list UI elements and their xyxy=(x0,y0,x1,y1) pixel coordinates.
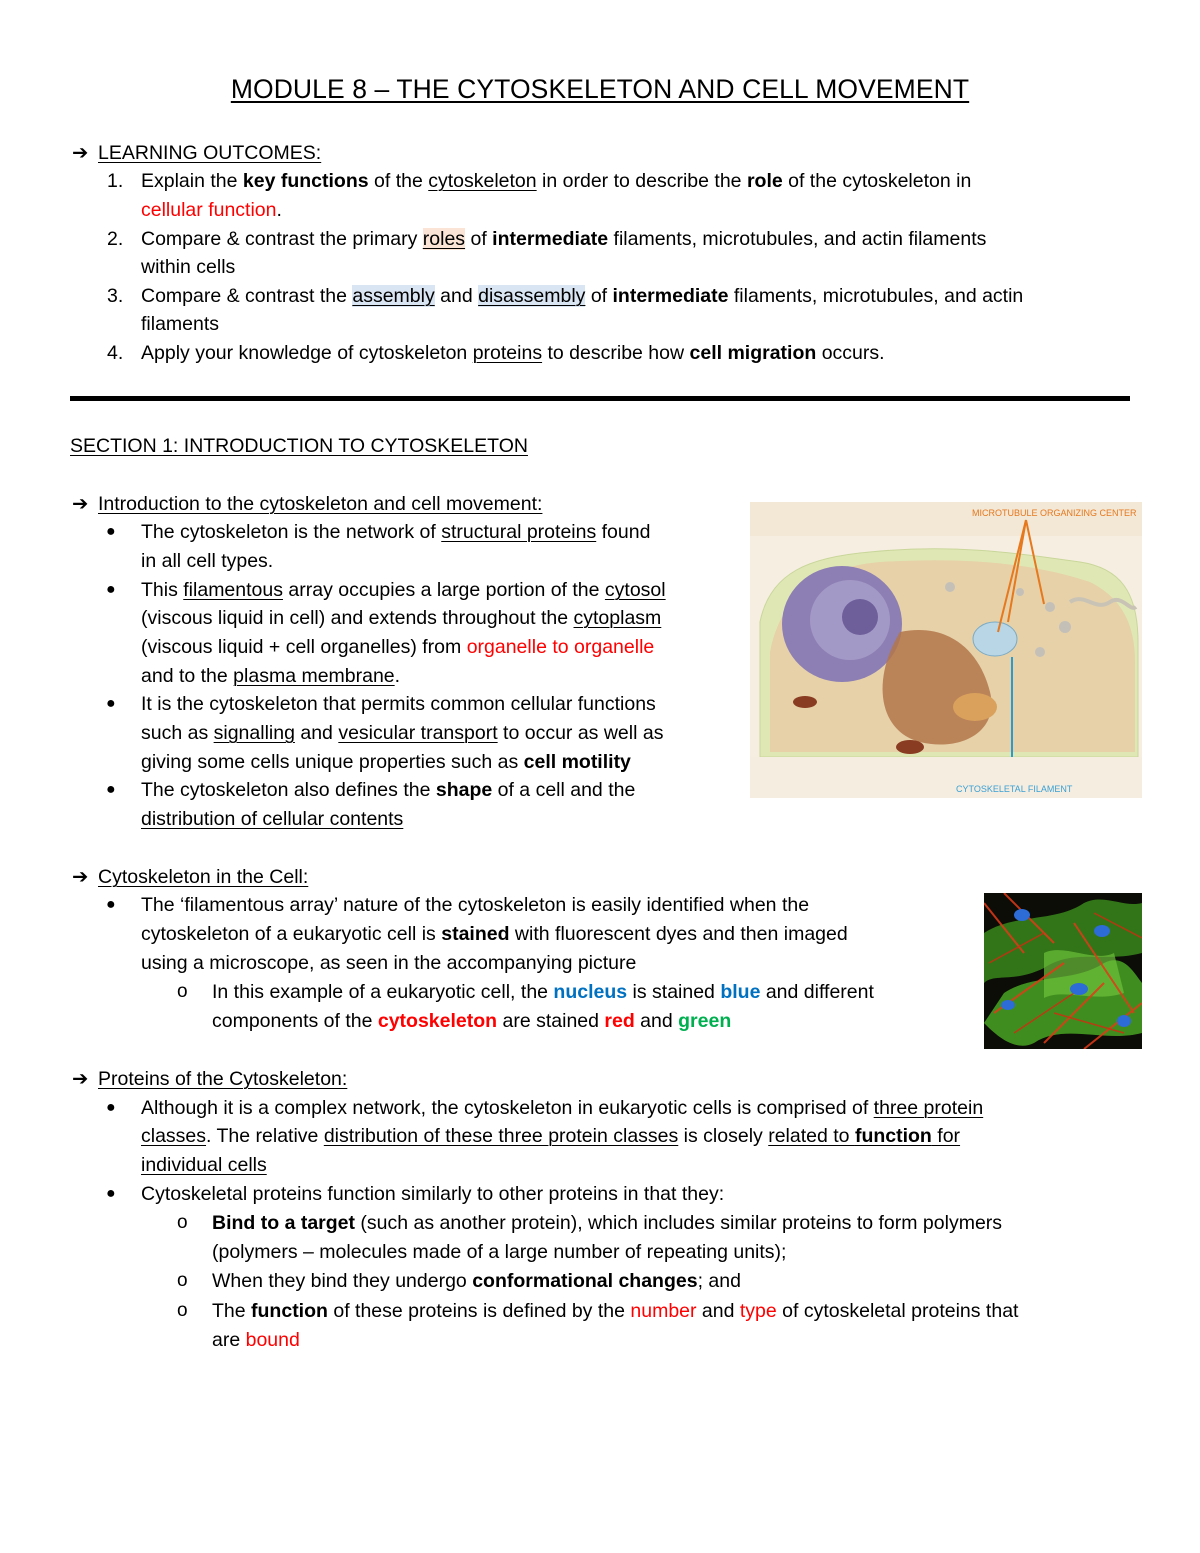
outcome-3-line-2: filaments xyxy=(141,313,220,335)
arrow-right-icon: ➔ xyxy=(72,1068,89,1090)
bullet-icon: ● xyxy=(106,781,116,798)
proteins-sub-2-line-1: When they bind they undergo conformational changes; and xyxy=(212,1270,741,1292)
cell-bullet-1-line-3: using a microscope, as seen in the accompanying picture xyxy=(141,952,637,974)
arrow-right-icon: ➔ xyxy=(72,866,89,888)
outcome-1-line-1: Explain the key functions of the cytoskeleton in order to describe the role of the cytoskeleton in xyxy=(141,170,972,192)
bullet-icon: ● xyxy=(106,581,116,598)
proteins-bullet-2-line-1: Cytoskeletal proteins function similarly to other proteins in that they: xyxy=(141,1183,725,1205)
arrow-right-icon: ➔ xyxy=(72,142,89,164)
bullet-icon: ● xyxy=(106,523,116,540)
cell-sub-line-1: In this example of a eukaryotic cell, the nucleus is stained blue and different xyxy=(212,981,874,1003)
cell-diagram-image xyxy=(750,502,1142,798)
cell-bullet-1-line-1: The ‘filamentous array’ nature of the cytoskeleton is easily identified when the xyxy=(141,894,810,916)
bullet-icon: ● xyxy=(106,1185,116,1202)
list-number: 2. xyxy=(107,228,124,250)
proteins-heading: ➔ Proteins of the Cytoskeleton: xyxy=(72,1068,348,1090)
cell-bullet-1-line-2: cytoskeleton of a eukaryotic cell is stained with fluorescent dyes and then imaged xyxy=(141,923,848,945)
intro-bullet-2-line-2: (viscous liquid in cell) and extends throughout the cytoplasm xyxy=(141,607,662,629)
outcome-2-line-1: Compare & contrast the primary roles of intermediate filaments, microtubules, and actin filaments xyxy=(141,228,987,250)
intro-bullet-4-line-2: distribution of cellular contents xyxy=(141,808,404,830)
intro-bullet-2-line-1: This filamentous array occupies a large portion of the cytosol xyxy=(141,579,666,601)
list-number: 1. xyxy=(107,170,124,192)
outcome-3-line-1: Compare & contrast the assembly and disassembly of intermediate filaments, microtubules, and actin xyxy=(141,285,1024,307)
learning-outcomes-heading: ➔ LEARNING OUTCOMES: xyxy=(72,142,322,164)
cell-sub-line-2: components of the cytoskeleton are stained red and green xyxy=(212,1010,732,1032)
outcome-4-line-1: Apply your knowledge of cytoskeleton proteins to describe how cell migration occurs. xyxy=(141,342,885,364)
intro-bullet-3-line-2: such as signalling and vesicular transport to occur as well as xyxy=(141,722,664,744)
mtoc-label: MICROTUBULE ORGANIZING CENTER xyxy=(972,508,1137,518)
proteins-sub-3-line-2: are bound xyxy=(212,1329,300,1351)
cell-heading: ➔ Cytoskeleton in the Cell: xyxy=(72,866,309,888)
intro-bullet-2-line-4: and to the plasma membrane. xyxy=(141,665,401,687)
intro-bullet-1-line-1: The cytoskeleton is the network of structural proteins found xyxy=(141,521,651,543)
list-number: 3. xyxy=(107,285,124,307)
intro-bullet-1-line-2: in all cell types. xyxy=(141,550,274,572)
section-divider xyxy=(70,396,1130,401)
page-title: MODULE 8 – THE CYTOSKELETON AND CELL MOVEMENT xyxy=(230,74,970,104)
proteins-bullet-1-line-3: individual cells xyxy=(141,1154,267,1176)
intro-bullet-3-line-1: It is the cytoskeleton that permits common cellular functions xyxy=(141,693,656,715)
outcome-1-line-2: cellular function. xyxy=(141,199,282,221)
bullet-icon: ● xyxy=(106,695,116,712)
filament-label: CYTOSKELETAL FILAMENT xyxy=(956,784,1073,794)
proteins-bullet-1-line-1: Although it is a complex network, the cytoskeleton in eukaryotic cells is comprised of three protein xyxy=(141,1097,984,1119)
proteins-sub-1-line-2: (polymers – molecules made of a large number of repeating units); xyxy=(212,1241,787,1263)
arrow-right-icon: ➔ xyxy=(72,493,89,515)
list-number: 4. xyxy=(107,342,124,364)
intro-bullet-3-line-3: giving some cells unique properties such as cell motility xyxy=(141,751,631,773)
proteins-bullet-1-line-2: classes. The relative distribution of these three protein classes is closely related to function for xyxy=(141,1125,961,1147)
proteins-sub-3-line-1: The function of these proteins is defined by the number and type of cytoskeletal proteins that xyxy=(212,1300,1019,1322)
bullet-icon: ● xyxy=(106,1099,116,1116)
circle-bullet-icon: o xyxy=(177,1300,188,1321)
fluorescence-image xyxy=(984,893,1142,1049)
intro-bullet-4-line-1: The cytoskeleton also defines the shape of a cell and the xyxy=(141,779,636,801)
section-1-heading: SECTION 1: INTRODUCTION TO CYTOSKELETON xyxy=(70,435,528,457)
bullet-icon: ● xyxy=(106,896,116,913)
outcome-2-line-2: within cells xyxy=(141,256,236,278)
circle-bullet-icon: o xyxy=(177,1212,188,1233)
proteins-sub-1-line-1: Bind to a target (such as another protein), which includes similar proteins to form polymers xyxy=(212,1212,1003,1234)
intro-bullet-2-line-3: (viscous liquid + cell organelles) from organelle to organelle xyxy=(141,636,655,658)
intro-heading: ➔ Introduction to the cytoskeleton and cell movement: xyxy=(72,493,543,515)
circle-bullet-icon: o xyxy=(177,1270,188,1291)
circle-bullet-icon: o xyxy=(177,981,188,1002)
